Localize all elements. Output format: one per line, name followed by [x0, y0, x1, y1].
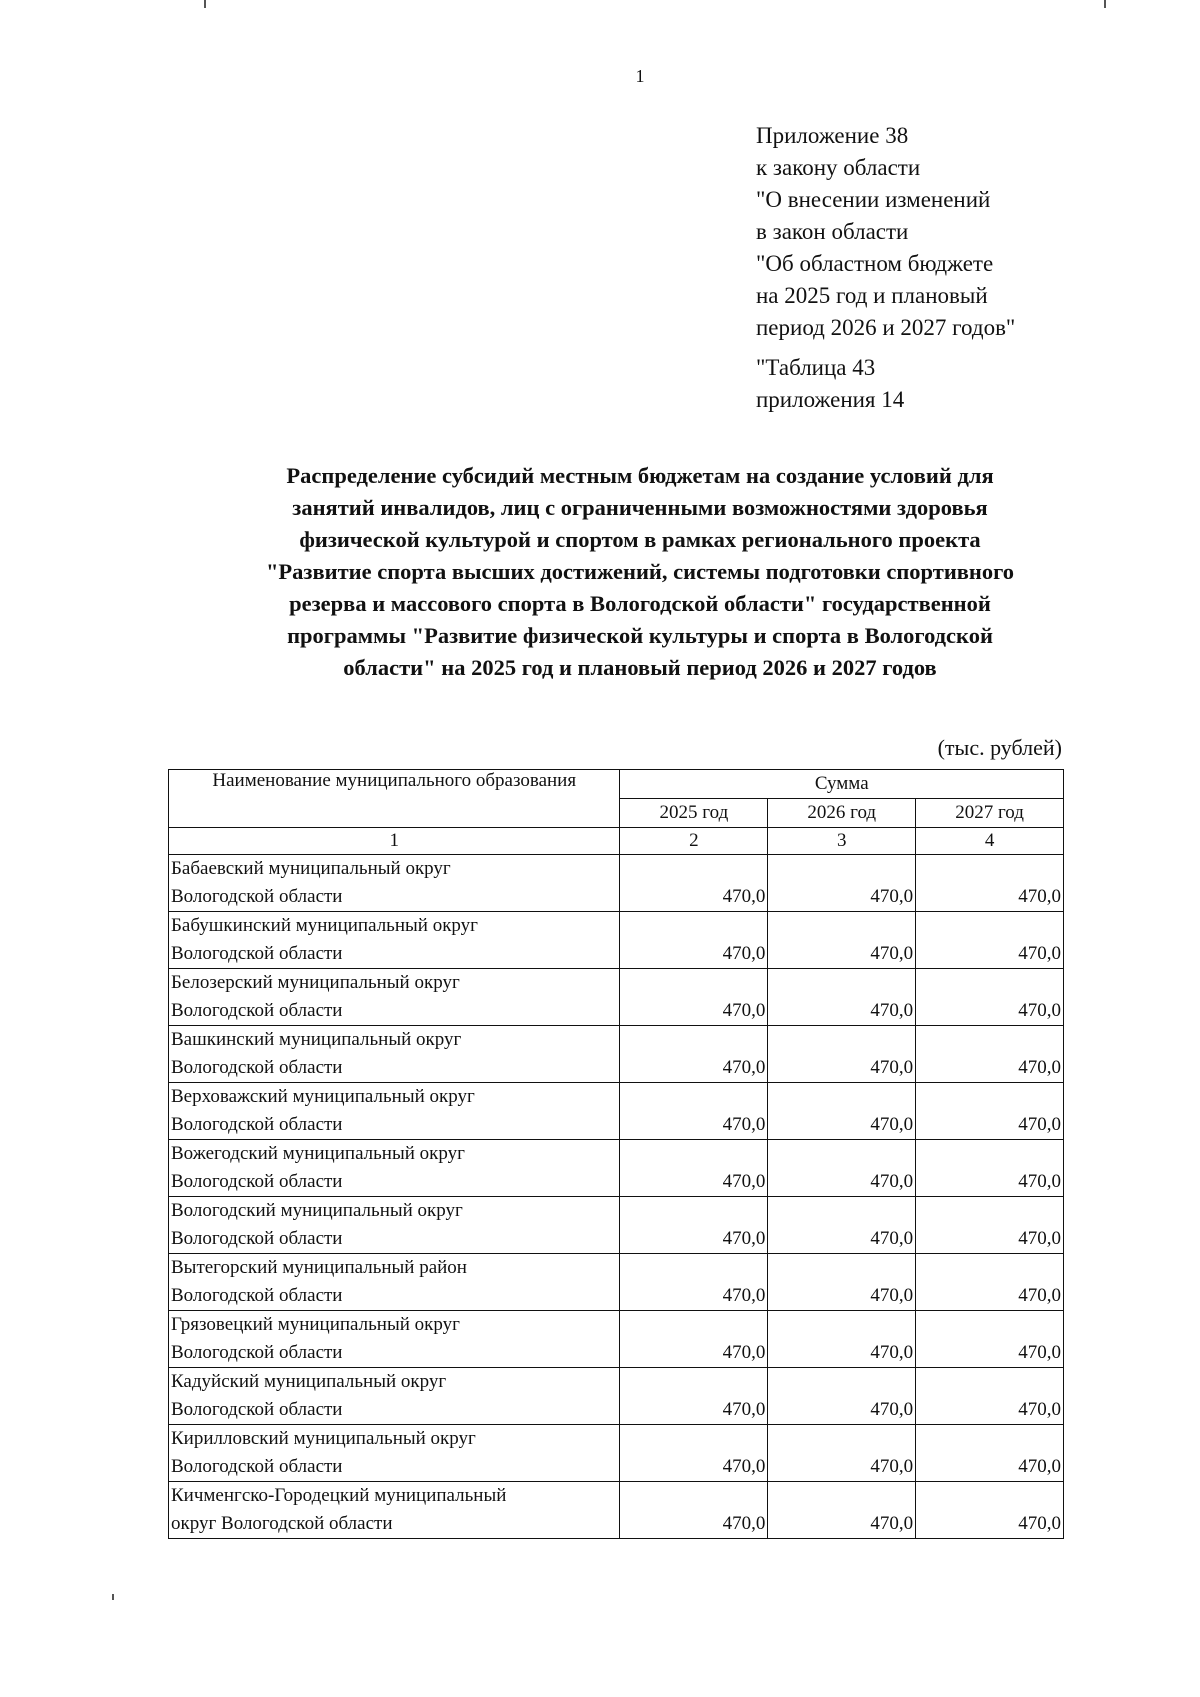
amount-cell: 470,0: [620, 1026, 768, 1083]
amount-cell: 470,0: [620, 1083, 768, 1140]
municipality-name-line: Кичменгско-Городецкий муниципальный: [171, 1485, 507, 1506]
title-line: Распределение субсидий местным бюджетам на создание условий для: [286, 463, 994, 488]
municipality-name-line: Кадуйский муниципальный округ: [171, 1371, 447, 1392]
municipality-name: [169, 1197, 620, 1254]
table-row: [169, 1425, 1064, 1482]
amount-cell: 470,0: [620, 1254, 768, 1311]
title-line: "Развитие спорта высших достижений, системы подготовки спортивного: [265, 559, 1015, 584]
municipality-name: [169, 1311, 620, 1368]
title-line: программы "Развитие физической культуры и спорта в Вологодской: [287, 623, 993, 648]
amount-cell: 470,0: [620, 969, 768, 1026]
amount-cell: 470,0: [916, 1254, 1064, 1311]
amount-cell: 470,0: [916, 1140, 1064, 1197]
municipality-name: [169, 969, 620, 1026]
amount-cell: 470,0: [916, 969, 1064, 1026]
page-number: 1: [635, 66, 645, 86]
table-row: [169, 1026, 1064, 1083]
municipality-name: [169, 1140, 620, 1197]
header-line: "Об областном бюджете: [756, 251, 994, 276]
document-title: [160, 460, 1120, 684]
municipality-name-line: Вологодский муниципальный округ: [171, 1200, 463, 1221]
municipality-name: [169, 1083, 620, 1140]
amount-cell: 470,0: [620, 1425, 768, 1482]
scan-mark: [112, 1594, 114, 1600]
column-number: 4: [916, 828, 1064, 855]
municipality-name-line: Вологодской области: [171, 1342, 343, 1363]
table-row: [169, 1368, 1064, 1425]
column-number: 1: [169, 828, 620, 855]
table-row: [169, 969, 1064, 1026]
municipality-name: [169, 1425, 620, 1482]
scan-mark: [204, 0, 206, 8]
municipality-name-line: Вологодской области: [171, 1285, 343, 1306]
header-line: к закону области: [756, 155, 921, 180]
title-line: области" на 2025 год и плановый период 2026 и 2027 годов: [343, 655, 937, 680]
amount-cell: 470,0: [620, 855, 768, 912]
municipality-name-line: округ Вологодской области: [171, 1513, 393, 1534]
amount-cell: 470,0: [916, 1083, 1064, 1140]
municipality-name-line: Вожегодский муниципальный округ: [171, 1143, 465, 1164]
column-number: 3: [768, 828, 916, 855]
header-year-2026: 2026 год: [768, 799, 916, 828]
municipality-name: [169, 1026, 620, 1083]
municipality-name-line: Белозерский муниципальный округ: [171, 972, 460, 993]
subsidy-table: [168, 769, 1064, 1539]
municipality-name-line: Вытегорский муниципальный район: [171, 1257, 467, 1278]
header-line: период 2026 и 2027 годов": [756, 315, 1016, 340]
amount-cell: 470,0: [916, 1368, 1064, 1425]
municipality-name: [169, 1368, 620, 1425]
amount-cell: 470,0: [916, 1197, 1064, 1254]
amount-cell: 470,0: [916, 1026, 1064, 1083]
amount-cell: 470,0: [916, 1425, 1064, 1482]
municipality-name-line: Грязовецкий муниципальный округ: [171, 1314, 460, 1335]
amount-cell: 470,0: [768, 1083, 916, 1140]
amount-cell: 470,0: [620, 1197, 768, 1254]
amount-cell: 470,0: [768, 1026, 916, 1083]
municipality-name-line: Вологодской области: [171, 943, 343, 964]
table-row: [169, 1197, 1064, 1254]
amount-cell: 470,0: [620, 1368, 768, 1425]
header-year-2025: 2025 год: [620, 799, 768, 828]
table-row: [169, 1254, 1064, 1311]
municipality-name: [169, 1254, 620, 1311]
amount-cell: 470,0: [620, 1482, 768, 1539]
table-row: [169, 1482, 1064, 1539]
appendix-header: [756, 120, 1015, 416]
table-row: [169, 1140, 1064, 1197]
municipality-name-line: Кирилловский муниципальный округ: [171, 1428, 476, 1449]
amount-cell: 470,0: [916, 1482, 1064, 1539]
municipality-name-line: Бабаевский муниципальный округ: [171, 858, 451, 879]
municipality-name-line: Вологодской области: [171, 1171, 343, 1192]
amount-cell: 470,0: [768, 855, 916, 912]
amount-cell: 470,0: [768, 969, 916, 1026]
header-year-2027: 2027 год: [916, 799, 1064, 828]
municipality-name-line: Вологодской области: [171, 1000, 343, 1021]
amount-cell: 470,0: [768, 912, 916, 969]
amount-cell: 470,0: [768, 1482, 916, 1539]
header-line: Приложение 38: [756, 123, 909, 148]
amount-cell: 470,0: [916, 912, 1064, 969]
municipality-name-line: Вашкинский муниципальный округ: [171, 1029, 462, 1050]
amount-cell: 470,0: [768, 1368, 916, 1425]
municipality-name-line: Верховажский муниципальный округ: [171, 1086, 475, 1107]
municipality-name-line: Вологодской области: [171, 1114, 343, 1135]
amount-cell: 470,0: [768, 1425, 916, 1482]
municipality-name-line: Бабушкинский муниципальный округ: [171, 915, 478, 936]
amount-cell: 470,0: [768, 1254, 916, 1311]
table-row: [169, 855, 1064, 912]
table-body: [169, 855, 1064, 1539]
amount-cell: 470,0: [916, 1311, 1064, 1368]
municipality-name-line: Вологодской области: [171, 1399, 343, 1420]
municipality-name-line: Вологодской области: [171, 1456, 343, 1477]
units-label: (тыс. рублей): [937, 735, 1062, 760]
amount-cell: 470,0: [620, 1311, 768, 1368]
table-row: [169, 1083, 1064, 1140]
amount-cell: 470,0: [620, 912, 768, 969]
amount-cell: 470,0: [620, 1140, 768, 1197]
municipality-name-line: Вологодской области: [171, 1057, 343, 1078]
header-line: "О внесении изменений: [756, 187, 991, 212]
title-line: резерва и массового спорта в Вологодской области" государственной: [289, 591, 991, 616]
header-name: Наименование муниципального образования: [169, 770, 620, 828]
title-line: физической культурой и спортом в рамках регионального проекта: [299, 527, 981, 552]
column-number: 2: [620, 828, 768, 855]
amount-cell: 470,0: [768, 1140, 916, 1197]
municipality-name-line: Вологодской области: [171, 886, 343, 907]
title-line: занятий инвалидов, лиц с ограниченными возможностями здоровья: [292, 495, 988, 520]
municipality-name-line: Вологодской области: [171, 1228, 343, 1249]
table-reference: "Таблица 43: [756, 355, 876, 380]
municipality-name: [169, 912, 620, 969]
header-line: в закон области: [756, 219, 909, 244]
header-sum: Сумма: [620, 770, 1064, 799]
municipality-name: [169, 1482, 620, 1539]
table-row: [169, 1311, 1064, 1368]
amount-cell: 470,0: [768, 1311, 916, 1368]
scan-mark: [1104, 0, 1106, 8]
header-line: на 2025 год и плановый: [756, 283, 988, 308]
amount-cell: 470,0: [916, 855, 1064, 912]
table-row: [169, 912, 1064, 969]
table-reference: приложения 14: [756, 387, 905, 412]
municipality-name: [169, 855, 620, 912]
amount-cell: 470,0: [768, 1197, 916, 1254]
